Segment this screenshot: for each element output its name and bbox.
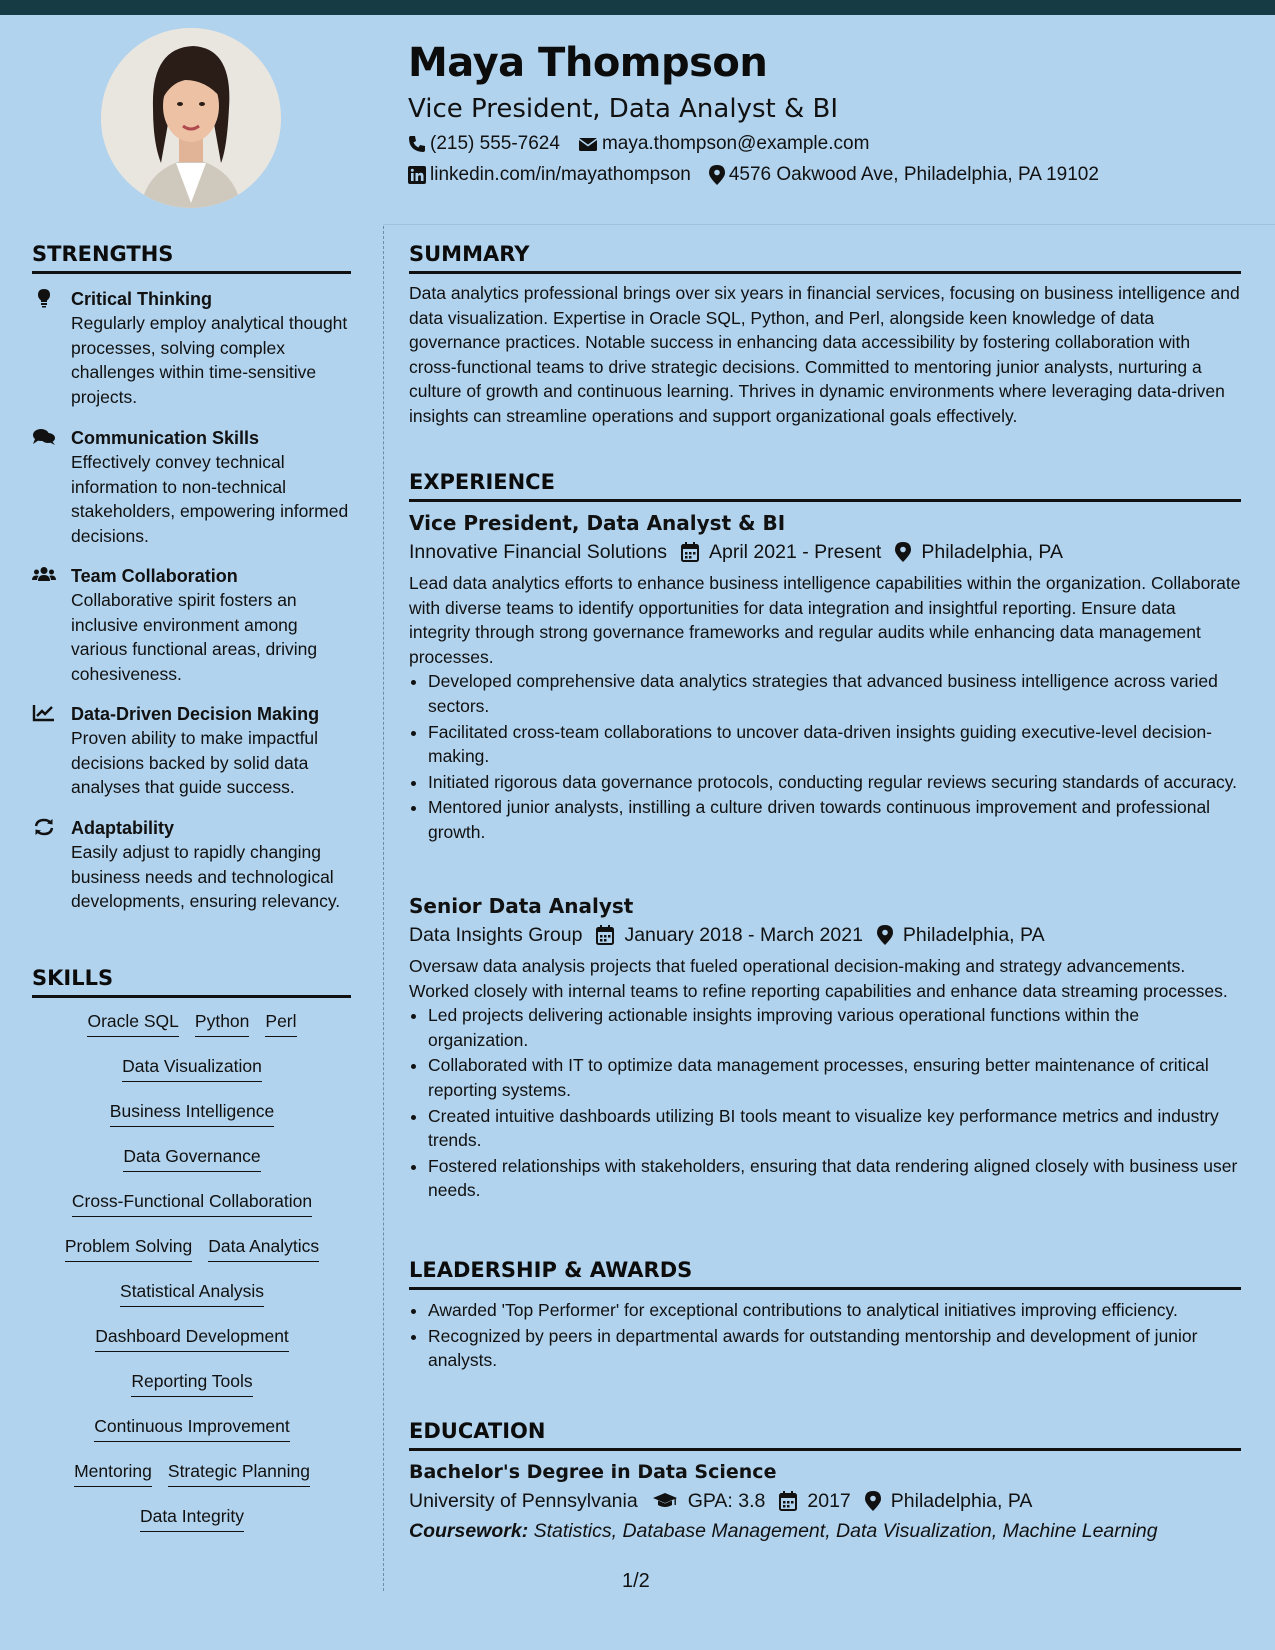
map-marker-icon xyxy=(709,165,725,185)
strength-title: Data-Driven Decision Making xyxy=(71,704,320,724)
job-location-group xyxy=(877,920,1045,950)
calendar-icon xyxy=(681,542,699,562)
job-dates: January 2018 - March 2021 xyxy=(624,924,863,946)
education-meta xyxy=(409,1486,1241,1516)
school-name: University of Pennsylvania xyxy=(409,1490,638,1512)
header-separator xyxy=(383,224,1275,225)
experience-heading: EXPERIENCE xyxy=(409,470,1241,502)
skill-tag: Python xyxy=(195,1010,249,1037)
strength-item xyxy=(32,816,352,914)
skill-tag: Mentoring xyxy=(74,1460,152,1487)
skills-heading: SKILLS xyxy=(32,966,351,998)
phone-icon xyxy=(408,135,426,153)
skill-row xyxy=(32,1100,352,1145)
strength-item xyxy=(32,564,352,686)
skill-row xyxy=(32,1505,352,1550)
skills-list xyxy=(32,1010,352,1550)
skill-row xyxy=(32,1145,352,1190)
skill-tag: Business Intelligence xyxy=(110,1100,274,1127)
job-company: Innovative Financial Solutions xyxy=(409,541,667,563)
skill-row xyxy=(32,1280,352,1325)
linkedin-url[interactable]: linkedin.com/in/mayathompson xyxy=(430,164,691,185)
skill-tag: Data Governance xyxy=(123,1145,260,1172)
skill-tag: Data Visualization xyxy=(122,1055,262,1082)
education-location: Philadelphia, PA xyxy=(890,1490,1033,1512)
job-company: Data Insights Group xyxy=(409,924,583,946)
awards-section xyxy=(409,1298,1241,1374)
award-bullet: • Awarded 'Top Performer' for exceptional contributions to analytical initiatives improving efficiency. xyxy=(428,1298,1241,1323)
calendar-icon xyxy=(779,1491,797,1511)
education-location-group xyxy=(865,1486,1033,1516)
graduation-cap-icon xyxy=(652,1492,678,1510)
grad-year-group xyxy=(779,1486,850,1516)
summary-text: Data analytics professional brings over six years in financial services, focusing on business intelligence and data visualization. Expertise in Oracle SQL, Python, and Perl, alongside keen knowledge of data governance practices. Notable success in enhancing data accessibility by fostering collaboration with cross-functional teams to drive strategic decisions. Committed to mentoring junior analysts, nurturing a culture of growth and continuous learning. Thrives in dynamic environments where leveraging data-driven insights can streamline operations and support organizational goals effectively. xyxy=(409,283,1240,426)
job-bullet: • Fostered relationships with stakeholders, ensuring that data rendering aligned closely with business user needs. xyxy=(428,1154,1241,1203)
skill-row xyxy=(32,1190,352,1235)
map-marker-icon xyxy=(877,925,893,945)
phone-contact xyxy=(408,133,560,155)
address-contact xyxy=(709,164,1099,186)
strength-title: Communication Skills xyxy=(71,428,260,448)
award-bullet: • Recognized by peers in departmental awards for outstanding mentorship and development of junior analysts. xyxy=(428,1324,1241,1373)
strength-title: Adaptability xyxy=(71,818,175,838)
strength-title: Critical Thinking xyxy=(71,289,213,309)
skill-tag: Data Integrity xyxy=(140,1505,244,1532)
strength-description: Effectively convey technical information to non-technical stakeholders, empowering informed decisions. xyxy=(71,452,349,546)
map-marker-icon xyxy=(895,542,911,562)
map-marker-icon xyxy=(865,1491,881,1511)
strength-description: Easily adjust to rapidly changing business needs and technological developments, ensuring relevancy. xyxy=(71,842,341,911)
skill-tag: Continuous Improvement xyxy=(94,1415,290,1442)
job-dates-group xyxy=(596,920,862,950)
contact-row-2 xyxy=(408,164,1117,186)
skill-tag: Data Analytics xyxy=(208,1235,319,1262)
job-bullet: • Mentored junior analysts, instilling a culture driven towards continuous improvement and professional growth. xyxy=(428,795,1241,844)
strengths-heading: STRENGTHS xyxy=(32,242,351,274)
job-description: Lead data analytics efforts to enhance business intelligence capabilities within the organization. Collaborate with diverse teams to identify opportunities for data integration and insightful reporting. Ensure data integrity through strong governance frameworks and regular audits while enhancing data management processes. xyxy=(409,573,1241,667)
skill-row xyxy=(32,1460,352,1505)
job-bullet: • Initiated rigorous data governance protocols, conducting regular reviews securing standards of accuracy. xyxy=(428,770,1241,795)
email-contact[interactable] xyxy=(578,133,869,155)
candidate-name: Maya Thompson xyxy=(408,40,768,86)
home-address: 4576 Oakwood Ave, Philadelphia, PA 19102 xyxy=(728,164,1099,185)
degree-title: Bachelor's Degree in Data Science xyxy=(409,1461,777,1483)
coursework-line xyxy=(409,1516,1241,1546)
contact-row-1 xyxy=(408,133,887,155)
job-bullet: • Led projects delivering actionable insights improving various operational functions within the organization. xyxy=(428,1003,1241,1052)
job-bullet: • Collaborated with IT to optimize data management processes, ensuring better maintenance of critical reporting systems. xyxy=(428,1053,1241,1102)
skill-tag: Strategic Planning xyxy=(168,1460,310,1487)
column-divider xyxy=(383,226,384,1591)
envelope-icon xyxy=(578,136,598,152)
linkedin-icon xyxy=(408,166,426,184)
skill-tag: Cross-Functional Collaboration xyxy=(72,1190,312,1217)
skill-tag: Reporting Tools xyxy=(131,1370,252,1397)
skill-row xyxy=(32,1010,352,1055)
phone-number: (215) 555-7624 xyxy=(430,133,560,154)
job-dates: April 2021 - Present xyxy=(709,541,882,563)
strength-item xyxy=(32,702,352,800)
candidate-headline: Vice President, Data Analyst & BI xyxy=(408,94,839,124)
skill-row xyxy=(32,1325,352,1370)
skill-tag: Perl xyxy=(265,1010,296,1037)
job-bullet: • Developed comprehensive data analytics strategies that advanced business intelligence across varied sectors. xyxy=(428,669,1241,718)
job-bullet: • Created intuitive dashboards utilizing BI tools meant to visualize key performance metrics and industry trends. xyxy=(428,1104,1241,1153)
education-entry xyxy=(409,1458,1241,1546)
job-title: Vice President, Data Analyst & BI xyxy=(409,511,786,535)
strength-item xyxy=(32,287,352,409)
job-entry xyxy=(409,509,1241,846)
job-bullets xyxy=(409,669,1241,844)
summary-heading: SUMMARY xyxy=(409,242,1241,274)
skill-tag: Dashboard Development xyxy=(95,1325,289,1352)
skill-row xyxy=(32,1370,352,1415)
skill-row xyxy=(32,1235,352,1280)
job-location: Philadelphia, PA xyxy=(902,924,1045,946)
sync-icon xyxy=(32,817,56,837)
top-bar xyxy=(0,0,1275,15)
job-location-group xyxy=(895,537,1063,567)
job-meta xyxy=(409,920,1241,950)
job-bullets xyxy=(409,1003,1241,1203)
email-address[interactable]: maya.thompson@example.com xyxy=(601,133,870,154)
chart-line-icon xyxy=(32,703,56,723)
award-bullets xyxy=(409,1298,1241,1373)
strength-item xyxy=(32,426,352,548)
job-location: Philadelphia, PA xyxy=(921,541,1063,563)
calendar-icon xyxy=(596,925,614,945)
skill-row xyxy=(32,1055,352,1100)
job-title: Senior Data Analyst xyxy=(409,894,634,918)
page-number: 1/2 xyxy=(622,1570,650,1592)
graduation-year: 2017 xyxy=(807,1490,851,1512)
strength-description: Proven ability to make impactful decisions backed by solid data analyses that guide success. xyxy=(71,728,319,797)
skill-row xyxy=(32,1415,352,1460)
lightbulb-icon xyxy=(32,288,56,308)
linkedin-contact[interactable] xyxy=(408,164,691,186)
skill-tag: Statistical Analysis xyxy=(120,1280,264,1307)
profile-photo xyxy=(101,28,281,208)
job-meta xyxy=(409,537,1241,567)
strength-description: Collaborative spirit fosters an inclusive environment among various functional areas, driving cohesiveness. xyxy=(71,590,318,684)
job-entry xyxy=(409,892,1241,1204)
coursework-label: Coursework: xyxy=(409,1520,529,1542)
gpa-group xyxy=(652,1486,766,1516)
gpa: GPA: 3.8 xyxy=(687,1490,766,1512)
job-description: Oversaw data analysis projects that fueled operational decision-making and strategy advancements. Worked closely with internal teams to refine reporting capabilities and enhance data streaming processes. xyxy=(409,956,1228,1001)
awards-heading: LEADERSHIP & AWARDS xyxy=(409,1258,1241,1290)
coursework-list: Statistics, Database Management, Data Visualization, Machine Learning xyxy=(533,1520,1158,1542)
strength-description: Regularly employ analytical thought processes, solving complex challenges within time-sensitive projects. xyxy=(71,313,348,407)
job-dates-group xyxy=(681,537,881,567)
job-bullet: • Facilitated cross-team collaborations to uncover data-driven insights guiding executive-level decision-making. xyxy=(428,720,1241,769)
comments-icon xyxy=(32,427,56,447)
skill-tag: Problem Solving xyxy=(65,1235,192,1262)
users-icon xyxy=(32,565,56,585)
education-heading: EDUCATION xyxy=(409,1419,1241,1451)
skill-tag: Oracle SQL xyxy=(87,1010,178,1037)
strength-title: Team Collaboration xyxy=(71,566,238,586)
